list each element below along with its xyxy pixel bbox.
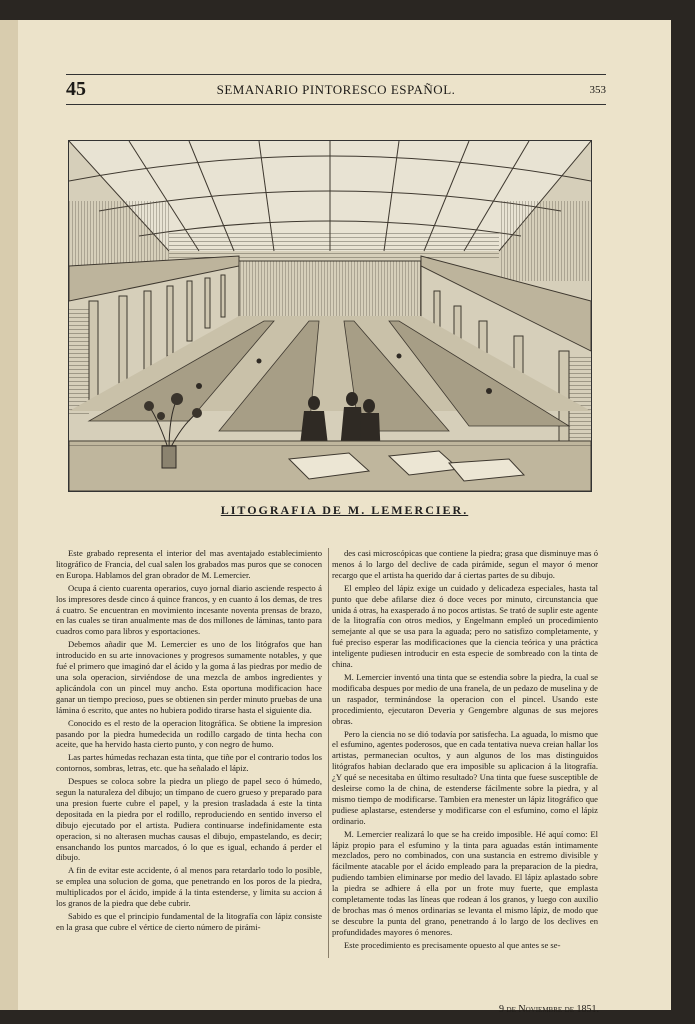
header-rule-top bbox=[66, 74, 606, 75]
paragraph: A fin de evitar este accidente, ó al menos para retardarlo todo lo posible, se emplea una solucion de goma, que penetrando en los poros de la piedra, multiplicados por el ácido, impide á la tinta estenderse, y limita su accion á los granos de la piedra que debe cubrir. bbox=[56, 865, 322, 909]
engraving-drawing bbox=[69, 141, 591, 491]
paragraph: M. Lemercier inventó una tinta que se estendia sobre la piedra, la cual se modificaba despues por medio de una franela, de un pedazo de muselina y de un raspador, terminándose la operacion con el pincel. Usando este procedimiento, ejecutaron Deveria y Gengembre algunas de sus mejores obras. bbox=[332, 671, 598, 726]
article-column-right bbox=[332, 548, 598, 953]
newspaper-page bbox=[18, 20, 671, 1015]
paragraph: Pero la ciencia no se dió todavía por satisfecha. La aguada, lo mismo que el esfumino, agentes poderosos, que en cada tentativa nueva creian hallar los artistas, permanecian ocultos, y aun algunos de los mas distinguidos litógrafos habian declarado que era imposible su aplicacion á la litografía. ¿Y qué se necesitaba en último resultado? Una tinta que fuese susceptible de desleirse como la de china, de estenderse fácilmente sobre la piedra, y al mismo tiempo de modificarse. Tambien era menester un lápiz litográfico que pudiese aplastarse, estenderse y modificarse con el esfumino, como el lápiz ordinario. bbox=[332, 728, 598, 826]
issue-date: 9 de Noviembre de 1851. bbox=[499, 1004, 599, 1015]
journal-title: SEMANARIO PINTORESCO ESPAÑOL. bbox=[216, 82, 456, 97]
illustration-caption: LITOGRAFIA DE M. LEMERCIER. bbox=[220, 503, 469, 517]
paragraph: Debemos añadir que M. Lemercier es uno de los litógrafos que han introducido en su arte innovaciones y progresos sumamente notables, y que fué el primero que imaginó dar el ácido y la goma á las piedras por medio de una sola operacion, sirviéndose de una mezcla de ambos ingredientes y aplicándola con un pincel muy ancho. Esta oportuna modificacion hace ganar un tiempo precioso, pues se obtienen sin perder minuto pruebas de una lámina ó escrito, que antes no hubiera podido tirarse hasta el siguiente dia. bbox=[56, 639, 322, 715]
page-number: 353 bbox=[589, 84, 606, 96]
paragraph: Este grabado representa el interior del mas aventajado establecimiento litográfico de Francia, del cual salen los grabados mas puros que se conocen en Europa. Hablamos del gran obrador de M. Lemercier. bbox=[56, 548, 322, 580]
issue-number: 45 bbox=[66, 78, 86, 100]
column-divider bbox=[328, 548, 329, 958]
page-gutter bbox=[0, 20, 18, 1010]
paragraph: Despues se coloca sobre la piedra un pliego de papel seco ó húmedo, segun la naturaleza del dibujo; un tímpano de cuero grueso y preparado para una presion fuerte cubre el papel, y la presion trasladada á este la tinta depositada en la piedra por el rodillo, reproduciendo en sentido inverso el dibujo ejecutado por el artista. Pudiera continuarse indefinidamente esta operacion, si no alterasen muchas causas el dibujo, empastelando, es decir; ensanchando los puntos marcados, ó lo que es igual, echando á perder el dibujo. bbox=[56, 776, 322, 863]
lithography-workshop-engraving bbox=[68, 140, 592, 492]
paragraph: M. Lemercier realizará lo que se ha creido imposible. Hé aquí como: El lápiz propio para el esfumino y la tinta para aguadas están intimamente mezclados, pero no combinados, con una sustancia en estremo divisible y fácilmente atacable por el ácido empleado para la preparacion de la piedra, pudiendo tambien eliminarse por medio del lavado. El lápiz aplastado sobre la piedra se adhiere á ella por un frote muy fuerte, que emplasta completamente todas las líneas que rodean á los granos, y luego con auxilio de brochas mas ó menos ordinarias se levanta el mismo lápiz, de modo que se descubre la punta del grano, penetrando á lo largo de los declives en profundidades mayores ó menores. bbox=[332, 828, 598, 937]
paragraph: Las partes húmedas rechazan esta tinta, que tiñe por el contrario todos los contornos, sombras, letras, etc. que ha señalado el lápiz. bbox=[56, 752, 322, 774]
paragraph: Este procedimiento es precisamente opuesto al que antes se se- bbox=[344, 939, 561, 950]
paragraph: des casi microscópicas que contiene la piedra; grasa que disminuye mas ó menos á lo largo del declive de cada pirámide, segun el mayor ó menor recargo que el artista ha querido dar á ciertas partes de su dibujo. bbox=[332, 548, 598, 580]
paragraph: Conocido es el resto de la operacion litográfica. Se obtiene la impresion pasando por la piedra humedecida un rodillo cargado de tinta hecha con aceite, que ha hervido hasta cierto punto, y con negro de humo. bbox=[56, 717, 322, 750]
paragraph: Sabido es que el principio fundamental de la litografía con lápiz consiste en la grasa que cubre el vértice de cierto número de pirámi- bbox=[56, 911, 322, 932]
header-rule-bottom bbox=[66, 104, 606, 105]
paragraph: El empleo del lápiz exige un cuidado y delicadeza especiales, hasta tal punto que debe afilarse diez ó doce veces por minuto, circunstancia que unida á otras, ha exasperado á no pocos artistas. Se trató de suplir este agente de la litografía con otros medios, y Engelmann empleó un procedimiento semejante al que se usa para la aguada; pero no satisfizo completamente, y fué preciso esperar las modificaciones que la ciencia teórica y una práctica inteligente pudiesen introducir en esta especie de sombreado con la tinta de china. bbox=[332, 582, 598, 670]
paragraph: Ocupa á ciento cuarenta operarios, cuyo jornal diario asciende respecto á los impresores desde cinco á quince francos, y en cuanto á los demas, de tres á cuatro. Se encuentran en movimiento incesante noventa prensas de brazo, en las cuales se tiran anualmente mas de dos millones de láminas, tanto para cuadros como para libros y esportaciones. bbox=[56, 582, 322, 637]
article-column-left bbox=[56, 548, 322, 935]
